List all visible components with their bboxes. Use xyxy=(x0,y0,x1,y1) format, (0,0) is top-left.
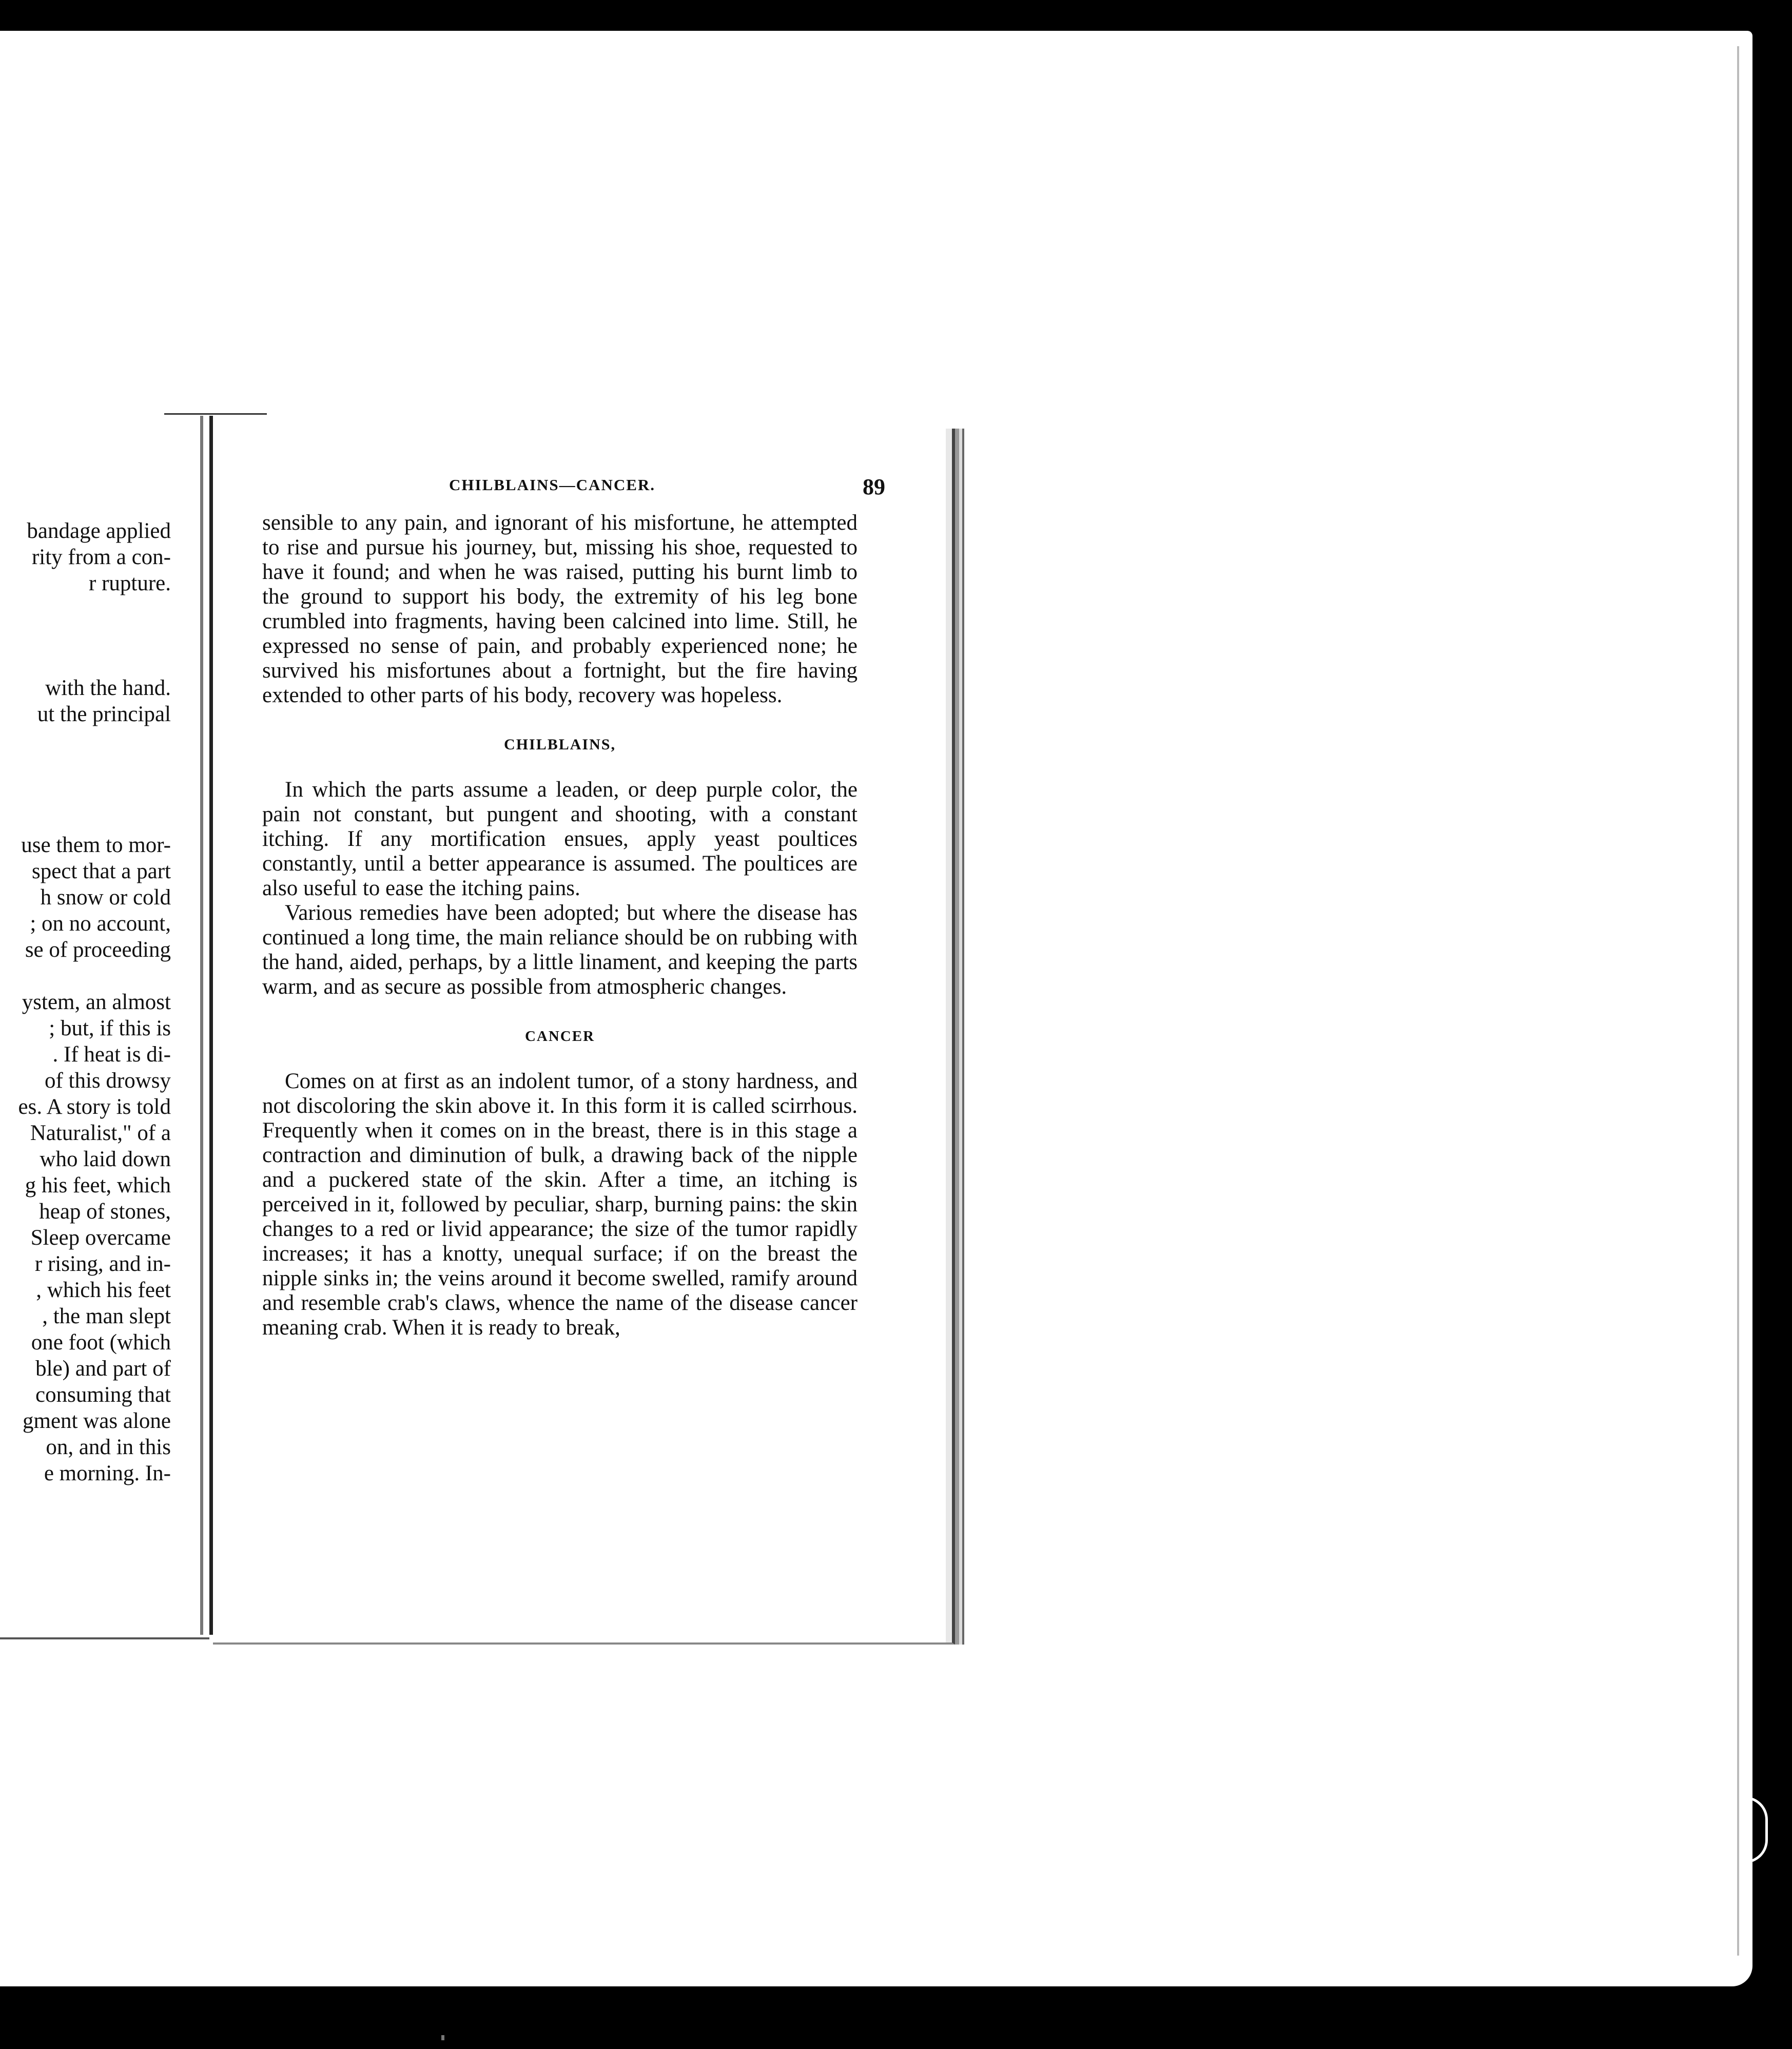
left-page-line xyxy=(0,753,171,780)
left-page-line xyxy=(0,806,171,832)
left-page-line: ; on no account, xyxy=(30,912,171,936)
left-page-line xyxy=(0,623,171,649)
left-page-line: ble) and part of xyxy=(35,1357,171,1381)
left-page-line xyxy=(0,963,171,989)
left-page xyxy=(0,413,209,1639)
left-page-line: bandage applied xyxy=(27,519,171,543)
left-page-line xyxy=(0,780,171,806)
left-page-line: ; but, if this is xyxy=(49,1016,171,1040)
left-page-line: ystem, an almost xyxy=(22,990,171,1014)
left-page-line: se of proceeding xyxy=(25,938,171,962)
left-page-line: . If heat is di- xyxy=(52,1042,171,1067)
left-page-line xyxy=(0,727,171,753)
left-page-line: heap of stones, xyxy=(39,1200,171,1224)
cancer-heading: CANCER xyxy=(524,1028,595,1045)
binder-notch xyxy=(1745,1796,1768,1863)
cancer-paragraph-1: Comes on at first as an indolent tumor, of a stony hardness, and not discoloring the skin above it. In this form it is called scirrhous. Frequently when it comes on in the breast, there is in this stage a contraction and diminution of bulk, a drawing back of the nipple and a puckered state of the skin. After a time, an itching is perceived in it, followed by peculiar, sharp, burning pains: the skin changes to a red or livid appearance; the size of the tumor rapidly increases; it has a knotty, unequal surface; if on the breast the nipple sinks in; the veins around it become swelled, ramify around and resemble crab's claws, whence the name of the disease cancer meaning crab. When it is ready to break, xyxy=(262,1069,858,1340)
left-page-line: es. A story is told xyxy=(18,1095,171,1119)
left-page-line: rity from a con- xyxy=(31,545,171,569)
left-page-line: Sleep overcame xyxy=(30,1226,171,1250)
left-page-line: on, and in this xyxy=(46,1435,171,1459)
left-page-line: , the man slept xyxy=(42,1304,171,1328)
left-page-line: r rising, and in- xyxy=(34,1252,171,1276)
left-page-line: g his feet, which xyxy=(25,1173,171,1197)
left-page-line: use them to mor- xyxy=(21,833,171,857)
left-page-line: spect that a part xyxy=(31,859,171,883)
left-page-line xyxy=(0,649,171,675)
running-head: CHILBLAINS—CANCER. xyxy=(449,476,656,494)
left-page-line: one foot (which xyxy=(31,1330,171,1355)
left-page-line xyxy=(0,439,171,466)
chilblains-paragraph-1: In which the parts assume a leaden, or deep purple color, the pain not constant, but pungent and shooting, with a constant itching. If any mortification ensues, apply yeast poultices constantly, until a better appearance is assumed. The poultices are also useful to ease the itching pains. xyxy=(262,778,858,900)
chilblains-heading: CHILBLAINS, xyxy=(504,736,616,753)
left-page-line: r rupture. xyxy=(89,571,171,595)
left-page-line xyxy=(0,466,171,492)
page-body xyxy=(262,511,858,1340)
opening-paragraph: sensible to any pain, and ignorant of his misfortune, he attempted to rise and pursue his journey, but, missing his shoe, requested to have it found; and when he was raised, putting his burnt limb to the ground to support his body, the extremity of his leg bone crumbled into fragments, having been calcined into lime. Still, he expressed no sense of pain, and probably experienced none; he survived his misfortunes about a fortnight, but the fire having extended to other parts of his body, recovery was hopeless. xyxy=(262,511,858,707)
page-number: 89 xyxy=(863,474,885,499)
gutter-top-rule xyxy=(164,413,267,415)
left-page-line: h snow or cold xyxy=(40,885,171,910)
left-page-line: who laid down xyxy=(40,1147,171,1171)
left-page-line: with the hand. xyxy=(45,676,171,700)
book-gutter xyxy=(209,416,213,1635)
chilblains-paragraph-2: Various remedies have been adopted; but where the disease has continued a long time, the main reliance should be on rubbing with the hand, aided, perhaps, by a little linament, and keeping the parts warm, and as secure as possible from atmospheric changes. xyxy=(262,901,858,999)
right-page xyxy=(213,429,955,1645)
left-page-line: ut the principal xyxy=(37,702,171,726)
sheet-edge xyxy=(1737,46,1744,1956)
scan-speck xyxy=(441,2035,444,2040)
left-page-text xyxy=(0,413,171,1486)
left-page-line: e morning. In- xyxy=(44,1461,171,1485)
left-page-line: , which his feet xyxy=(36,1278,171,1302)
left-page-line: Naturalist," of a xyxy=(30,1121,171,1145)
left-page-line: of this drowsy xyxy=(44,1069,171,1093)
left-page-line: gment was alone xyxy=(23,1409,171,1433)
left-page-line: consuming that xyxy=(35,1383,171,1407)
left-page-line xyxy=(0,492,171,518)
gutter-shadow xyxy=(200,416,203,1635)
left-page-line xyxy=(0,413,171,439)
left-page-line xyxy=(0,596,171,623)
